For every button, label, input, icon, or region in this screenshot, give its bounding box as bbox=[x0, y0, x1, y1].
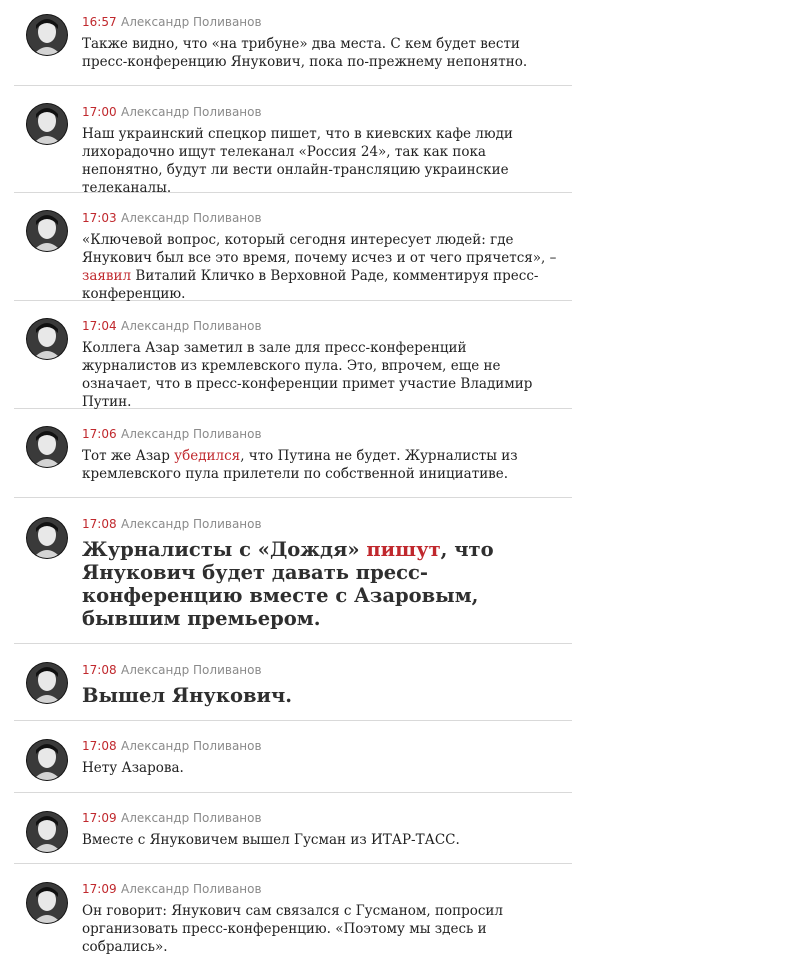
feed-entry bbox=[14, 793, 572, 864]
feed-entry bbox=[14, 409, 572, 498]
entry-link[interactable]: убедился bbox=[174, 448, 241, 464]
entry-text-part: Тот же Азар bbox=[82, 448, 175, 464]
author-avatar[interactable] bbox=[27, 812, 67, 852]
entry-text: Вместе с Януковичем вышел Гусман из ИТАР-ТАСС. bbox=[82, 832, 460, 848]
entry-meta bbox=[82, 427, 262, 441]
entry-text: Также видно, что «на трибуне» два места. С кем будет вести пресс-конференцию Янукович, пока по-прежнему непонятно. bbox=[82, 36, 528, 70]
entry-meta bbox=[82, 211, 262, 225]
entry-time[interactable]: 16:57 bbox=[82, 15, 117, 29]
entry-time[interactable]: 17:08 bbox=[82, 517, 117, 531]
entry-time[interactable]: 17:09 bbox=[82, 882, 117, 896]
entry-text bbox=[82, 447, 562, 483]
entry-text-part: «Ключевой вопрос, который сегодня интересует людей: где Янукович был все это время, почему исчез и от чего прячется», – bbox=[82, 232, 557, 266]
feed-entry bbox=[14, 864, 572, 955]
entry-author: Александр Поливанов bbox=[121, 105, 262, 119]
entry-meta bbox=[82, 811, 262, 825]
entry-author: Александр Поливанов bbox=[121, 427, 262, 441]
entry-time[interactable]: 17:06 bbox=[82, 427, 117, 441]
entry-meta bbox=[82, 663, 262, 677]
entry-link[interactable]: пишут bbox=[366, 538, 441, 561]
entry-text: Наш украинский спецкор пишет, что в киевских кафе люди лихорадочно ищут телеканал «Россия 24», так как пока непонятно, будут ли вести онлайн-трансляцию украинские телеканалы. bbox=[82, 126, 513, 196]
author-avatar[interactable] bbox=[27, 15, 67, 55]
entry-author: Александр Поливанов bbox=[121, 15, 262, 29]
feed-entry bbox=[14, 0, 572, 86]
feed-entry bbox=[14, 721, 572, 793]
author-avatar[interactable] bbox=[27, 883, 67, 923]
entry-text-part: Виталий Кличко в Верховной Раде, комментируя пресс-конференцию. bbox=[82, 268, 539, 302]
feed-entry bbox=[14, 498, 572, 644]
author-avatar[interactable] bbox=[27, 319, 67, 359]
entry-time[interactable]: 17:00 bbox=[82, 105, 117, 119]
entry-meta bbox=[82, 105, 262, 119]
entry-author: Александр Поливанов bbox=[121, 811, 262, 825]
feed-entry bbox=[14, 644, 572, 721]
entry-time[interactable]: 17:08 bbox=[82, 739, 117, 753]
feed-entry bbox=[14, 193, 572, 301]
author-avatar[interactable] bbox=[27, 104, 67, 144]
entry-author: Александр Поливанов bbox=[121, 663, 262, 677]
entry-author: Александр Поливанов bbox=[121, 882, 262, 896]
entry-text: Нету Азарова. bbox=[82, 760, 184, 776]
entry-meta bbox=[82, 739, 262, 753]
entry-text-part: , что Путина не будет. Журналисты из кремлевского пула прилетели по собственной инициативе. bbox=[82, 448, 518, 482]
author-avatar[interactable] bbox=[27, 427, 67, 467]
entry-text: Коллега Азар заметил в зале для пресс-конференций журналистов из кремлевского пула. Это, впрочем, еще не означает, что в пресс-конференции примет участие Владимир Путин. bbox=[82, 340, 533, 410]
live-feed bbox=[14, 0, 572, 955]
entry-meta bbox=[82, 882, 262, 896]
entry-text: Он говорит: Янукович сам связался с Гусманом, попросил организовать пресс-конференцию. «Поэтому мы здесь и собрались». bbox=[82, 903, 503, 955]
entry-text-part: Журналисты с «Дождя» bbox=[82, 538, 367, 561]
entry-headline bbox=[82, 538, 562, 630]
entry-text bbox=[82, 231, 562, 303]
entry-meta bbox=[82, 319, 262, 333]
entry-time[interactable]: 17:03 bbox=[82, 211, 117, 225]
entry-headline: Вышел Янукович. bbox=[82, 684, 293, 707]
entry-meta bbox=[82, 517, 262, 531]
entry-link[interactable]: заявил bbox=[82, 268, 132, 284]
entry-author: Александр Поливанов bbox=[121, 319, 262, 333]
entry-time[interactable]: 17:09 bbox=[82, 811, 117, 825]
author-avatar[interactable] bbox=[27, 518, 67, 558]
entry-author: Александр Поливанов bbox=[121, 739, 262, 753]
author-avatar[interactable] bbox=[27, 663, 67, 703]
entry-time[interactable]: 17:08 bbox=[82, 663, 117, 677]
entry-time[interactable]: 17:04 bbox=[82, 319, 117, 333]
entry-meta bbox=[82, 15, 262, 29]
feed-entry bbox=[14, 301, 572, 409]
feed-entry bbox=[14, 86, 572, 196]
entry-text-part: , что Янукович будет давать пресс-конференцию вместе с Азаровым, бывшим премьером. bbox=[82, 538, 494, 630]
entry-author: Александр Поливанов bbox=[121, 211, 262, 225]
entry-author: Александр Поливанов bbox=[121, 517, 262, 531]
author-avatar[interactable] bbox=[27, 740, 67, 780]
author-avatar[interactable] bbox=[27, 211, 67, 251]
